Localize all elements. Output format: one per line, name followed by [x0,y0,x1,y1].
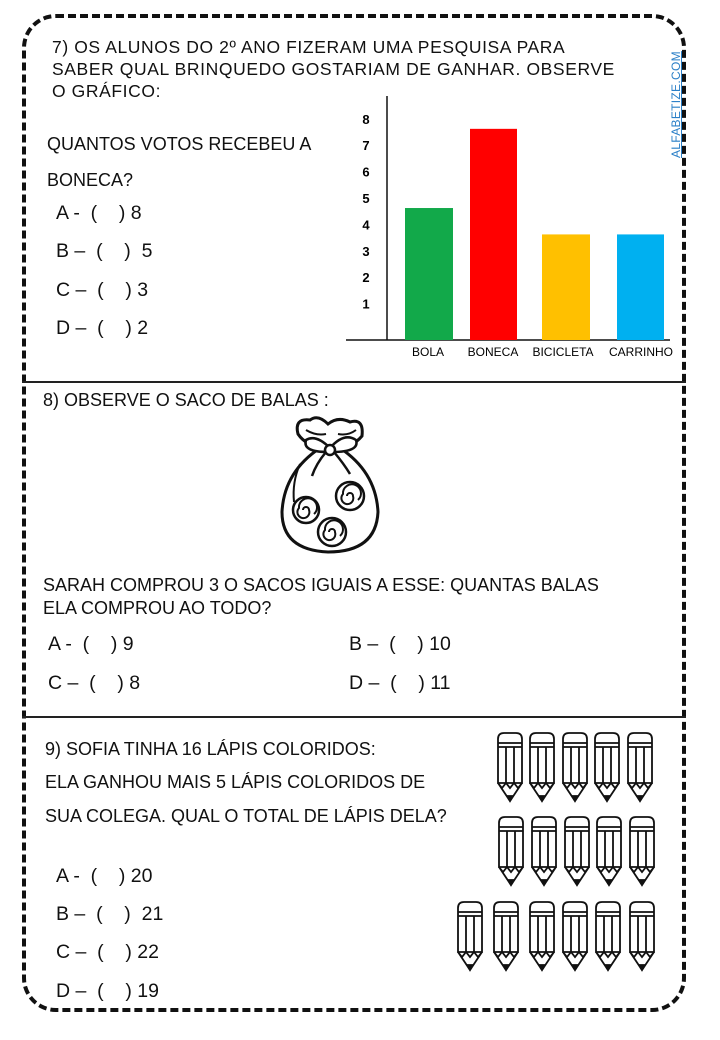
y-tick-label: 7 [362,138,370,154]
pencil-icon [498,733,522,801]
q9-statement-line: SUA COLEGA. QUAL O TOTAL DE LÁPIS DELA? [45,806,447,826]
q9-option-d[interactable]: D – ( ) 19 [56,980,159,1002]
pencil-icon [630,902,654,970]
y-tick-label: 4 [362,217,370,233]
watermark[interactable]: ALFABETIZE.COM [669,51,683,158]
pencil-icon [628,733,652,801]
q7-option-c[interactable]: C – ( ) 3 [56,279,149,301]
pencil-icon [563,733,587,801]
q7-statement-line: 7) OS ALUNOS DO 2º ANO FIZERAM UMA PESQUISA PARA [52,37,566,57]
y-tick-label: 8 [362,111,370,127]
q7-question-line: BONECA? [47,170,134,190]
q9-statement-line: 9) SOFIA TINHA 16 LÁPIS COLORIDOS: [45,739,376,759]
pencil-icon [530,733,554,801]
y-tick-label: 3 [362,243,370,259]
pencil-icon [565,817,589,885]
q8-option-b[interactable]: B – ( ) 10 [349,633,451,655]
pencil-icon [596,902,620,970]
pencil-icon [458,902,482,970]
q8-question-line: ELA COMPROU AO TODO? [43,598,272,618]
y-tick-label: 2 [362,270,370,286]
q7-statement-line: O GRÁFICO: [52,81,162,101]
q8-option-d[interactable]: D – ( ) 11 [349,672,451,694]
q7-option-a[interactable]: A - ( ) 8 [56,202,142,224]
q8-option-c[interactable]: C – ( ) 8 [48,672,141,694]
q8-question-line: SARAH COMPROU 3 O SACOS IGUAIS A ESSE: QUANTAS BALAS [43,575,599,595]
x-category-label: CARRINHO [608,345,674,359]
x-category-label: BOLA [411,345,445,359]
pencil-icon [499,817,523,885]
q9-option-a[interactable]: A - ( ) 20 [56,865,153,887]
y-tick-label: 5 [362,191,370,207]
x-category-label: BICICLETA [532,345,594,359]
q7-statement-line: SABER QUAL BRINQUEDO GOSTARIAM DE GANHAR. OBSERVE [52,59,615,79]
pencil-icon [530,902,554,970]
pencil-icon [630,817,654,885]
q7-option-d[interactable]: D – ( ) 2 [56,317,149,339]
pencil-icon [595,733,619,801]
q8-option-a[interactable]: A - ( ) 9 [48,633,134,655]
q9-option-c[interactable]: C – ( ) 22 [56,941,159,963]
pencil-icon [494,902,518,970]
pencil-icon [532,817,556,885]
y-tick-label: 1 [362,296,370,312]
y-tick-label: 6 [362,164,370,180]
q9-statement-line: ELA GANHOU MAIS 5 LÁPIS COLORIDOS DE [45,772,426,792]
pencil-icon [597,817,621,885]
q7-question-line: QUANTOS VOTOS RECEBEU A [47,134,312,154]
pencil-icon [563,902,587,970]
q7-option-b[interactable]: B – ( ) 5 [56,240,153,262]
x-category-label: BONECA [467,345,519,359]
q9-option-b[interactable]: B – ( ) 21 [56,903,164,925]
q8-statement: 8) OBSERVE O SACO DE BALAS : [43,390,329,410]
